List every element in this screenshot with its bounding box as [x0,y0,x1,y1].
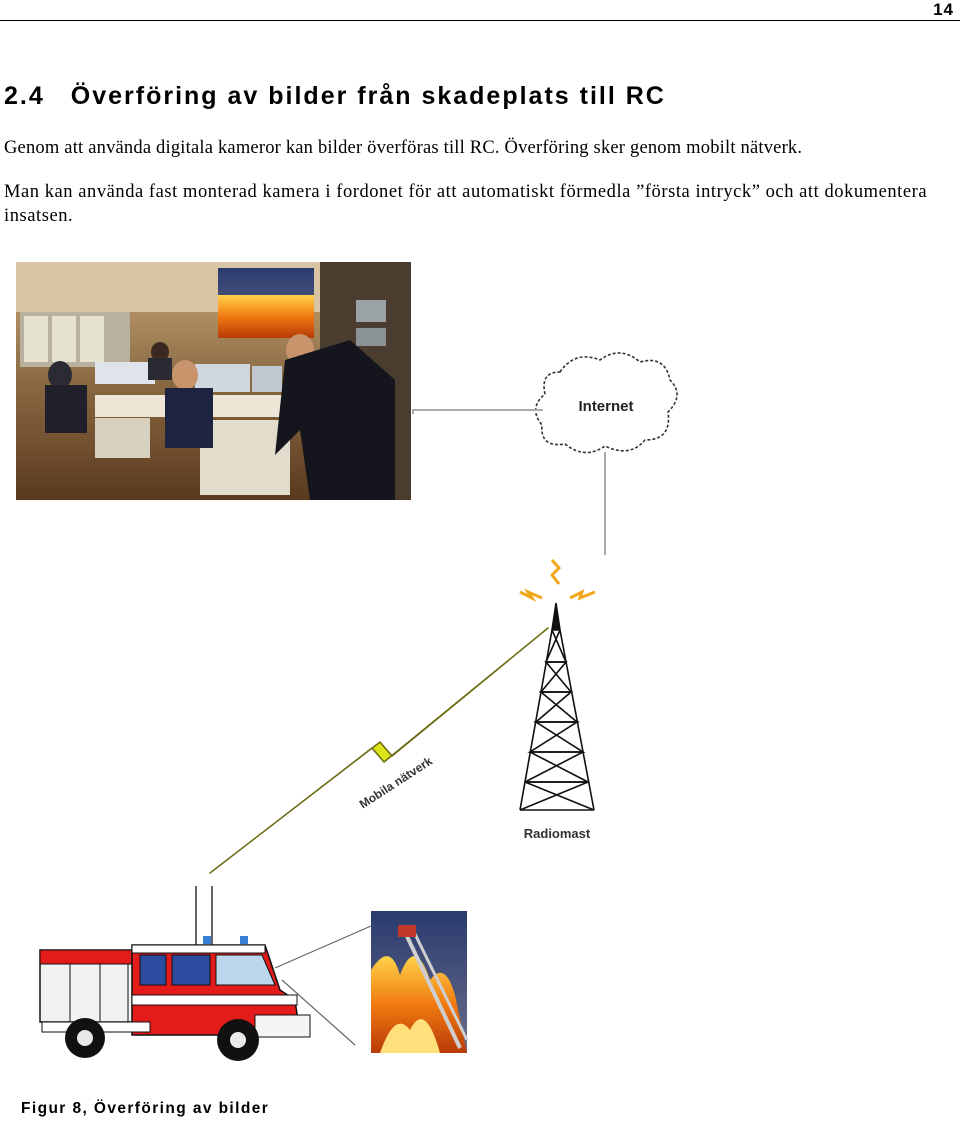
transfer-diagram [0,250,960,1090]
fire-truck [40,886,310,1061]
paragraph-1: Genom att använda digitala kameror kan bilder överföras till RC. Överföring sker genom mobilt nätverk. [4,138,803,158]
figure-caption: Figur 8, Överföring av bilder [21,1100,270,1117]
radio-mast-label: Radiomast [523,826,591,841]
section-number: 2.4 [4,82,45,110]
paragraph-2: Man kan använda fast monterad kamera i fordonet för att automatiskt förmedla ”första intryck” och att dokumentera insatsen. [4,182,928,226]
header-rule [0,20,960,21]
section-title-text: Överföring av bilder från skadeplats till RC [70,82,666,110]
section-title [4,82,666,111]
fire-scene-photo [371,911,467,1053]
internet-cloud [536,353,677,453]
radio-mast [520,603,594,810]
lightning-bolt [210,628,548,873]
signal-icon [520,560,595,598]
page-number: 14 [933,0,954,19]
control-room-photo [16,262,411,500]
internet-label: Internet [578,398,634,415]
mobile-network-label: Mobila nätverk [356,753,435,812]
